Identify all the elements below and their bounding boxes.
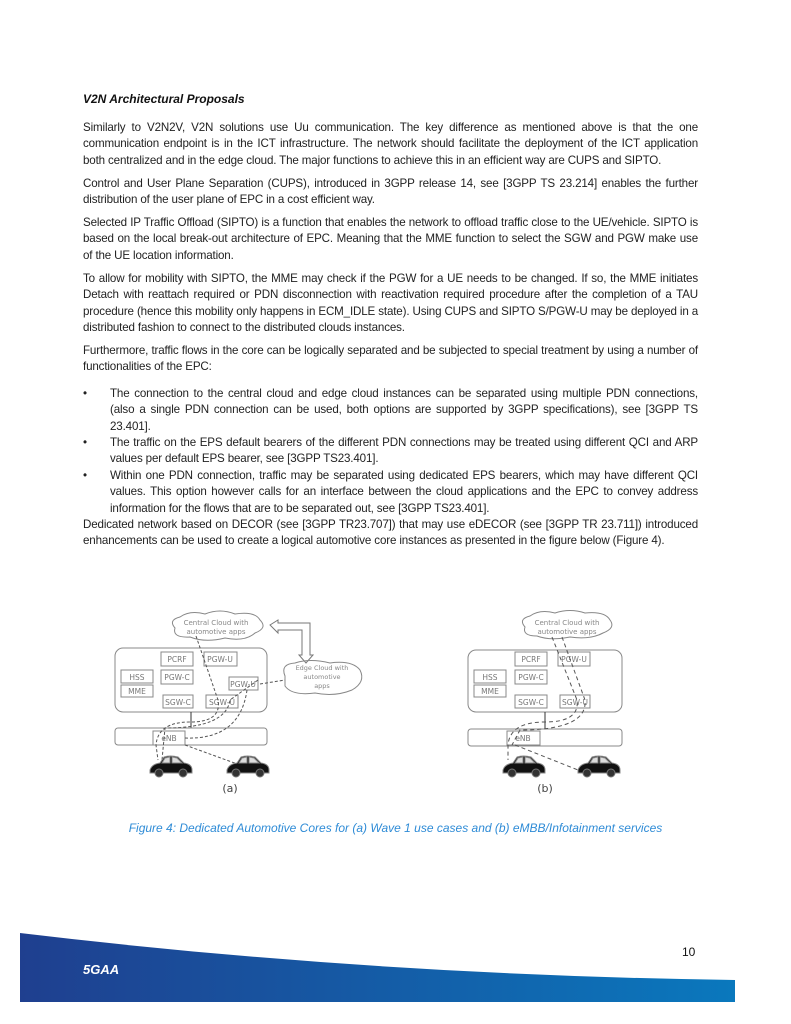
sgw-u-node: SGW-U: [209, 698, 235, 707]
pgw-u-node: PGW-U: [561, 655, 587, 664]
edge-cloud-label: automotive: [303, 673, 341, 681]
panel-a: [115, 611, 362, 795]
pcrf-node: PCRF: [521, 655, 541, 664]
paragraph: Dedicated network based on DECOR (see [3GPP TR23.707]) that may use eDECOR (see [3GPP TR 23.711]) introduced enhancements can be used to create a logical automotive core instances as presented in the figure below (Figure 4).: [83, 517, 698, 548]
paragraph: Control and User Plane Separation (CUPS), introduced in 3GPP release 14, see [3GPP TS 23.214] enables the further distribution of the user plane of EPC in a cost efficient way.: [83, 176, 698, 207]
hss-node: HSS: [482, 673, 498, 682]
pgw-c-node: PGW-C: [518, 673, 544, 682]
double-arrow-icon: [270, 620, 313, 663]
ran-box: [115, 728, 267, 745]
5gaa-logo: 5GAA: [83, 962, 120, 977]
footer-band: [20, 930, 735, 1002]
edge-pgw-u-node: PGW-U: [230, 680, 256, 689]
sgw-c-node: SGW-C: [518, 698, 544, 707]
sgw-c-node: SGW-C: [165, 698, 191, 707]
paragraph: Furthermore, traffic flows in the core can be logically separated and be subjected to special treatment by using a number of functionalities of the EPC:: [83, 343, 698, 374]
edge-cloud-label: Edge Cloud with: [295, 664, 349, 672]
panel-a-label: (a): [222, 782, 238, 795]
central-cloud-label: Central Cloud with: [183, 619, 249, 627]
mme-node: MME: [481, 687, 499, 696]
central-cloud-label: Central Cloud with: [534, 619, 600, 627]
edge-cloud-label: apps: [314, 682, 330, 690]
enb-node: eNB: [515, 734, 531, 743]
sgw-u-node: SGW-U: [562, 698, 588, 707]
paragraph: Selected IP Traffic Offload (SIPTO) is a function that enables the network to offload traffic close to the UE/vehicle. SIPTO is based on the local break-out architecture of EPC. Meaning that the MME function to select the SGW and PGW make use of the UE location information.: [83, 216, 698, 262]
figure-caption: Figure 4: Dedicated Automotive Cores for (a) Wave 1 use cases and (b) eMBB/Infotainment services: [128, 821, 663, 835]
pgw-u-node: PGW-U: [207, 655, 233, 664]
paragraph: Similarly to V2N2V, V2N solutions use Uu communication. The key difference as mentioned above is that the one communication endpoint is in the ICT infrastructure. The network should facilitate the deployment of the ICT application both centralized and in the edge cloud. The major functions to achieve this in an efficient way are CUPS and SIPTO.: [83, 121, 698, 167]
mme-node: MME: [128, 687, 146, 696]
page-number: 10: [682, 945, 696, 959]
central-cloud-label: automotive apps: [537, 628, 597, 636]
enb-node: eNB: [161, 734, 177, 743]
panel-b-label: (b): [537, 782, 553, 795]
paragraph: To allow for mobility with SIPTO, the MME may check if the PGW for a UE needs to be changed. If so, the MME initiates Detach with reattach required or PDN disconnection with reactivation required procedure after the completion of a TAU procedure (hence this mobility only happens in ECM_IDLE state). Using CUPS and SIPTO S/PGW-U may be deployed in a distributed fashion to connect to the distributed clouds instances.: [83, 271, 698, 334]
central-cloud-label: automotive apps: [186, 628, 246, 636]
list-item: • The connection to the central cloud and edge cloud instances can be separated using multiple PDN connections, (also a single PDN connection can be used, both options are supported by 3GPP specifications), see [3GPP TS 23.401].: [83, 386, 698, 435]
panel-b: [468, 611, 622, 796]
pgw-c-node: PGW-C: [164, 673, 190, 682]
hss-node: HSS: [129, 673, 145, 682]
section-title: V2N Architectural Proposals: [83, 92, 245, 106]
ran-box: [468, 729, 622, 746]
list-item: • Within one PDN connection, traffic may be separated using dedicated EPS bearers, which may have different QCI values. This option however calls for an interface between the cloud applications and the EPC to convey address information for the flows that are to be separated out, see [3GPP TS23.401].: [83, 468, 698, 517]
pcrf-node: PCRF: [167, 655, 187, 664]
list-item: • The traffic on the EPS default bearers of the different PDN connections may be treated using different QCI and ARP values per default EPS bearer, see [3GPP TS23.401].: [83, 435, 698, 468]
